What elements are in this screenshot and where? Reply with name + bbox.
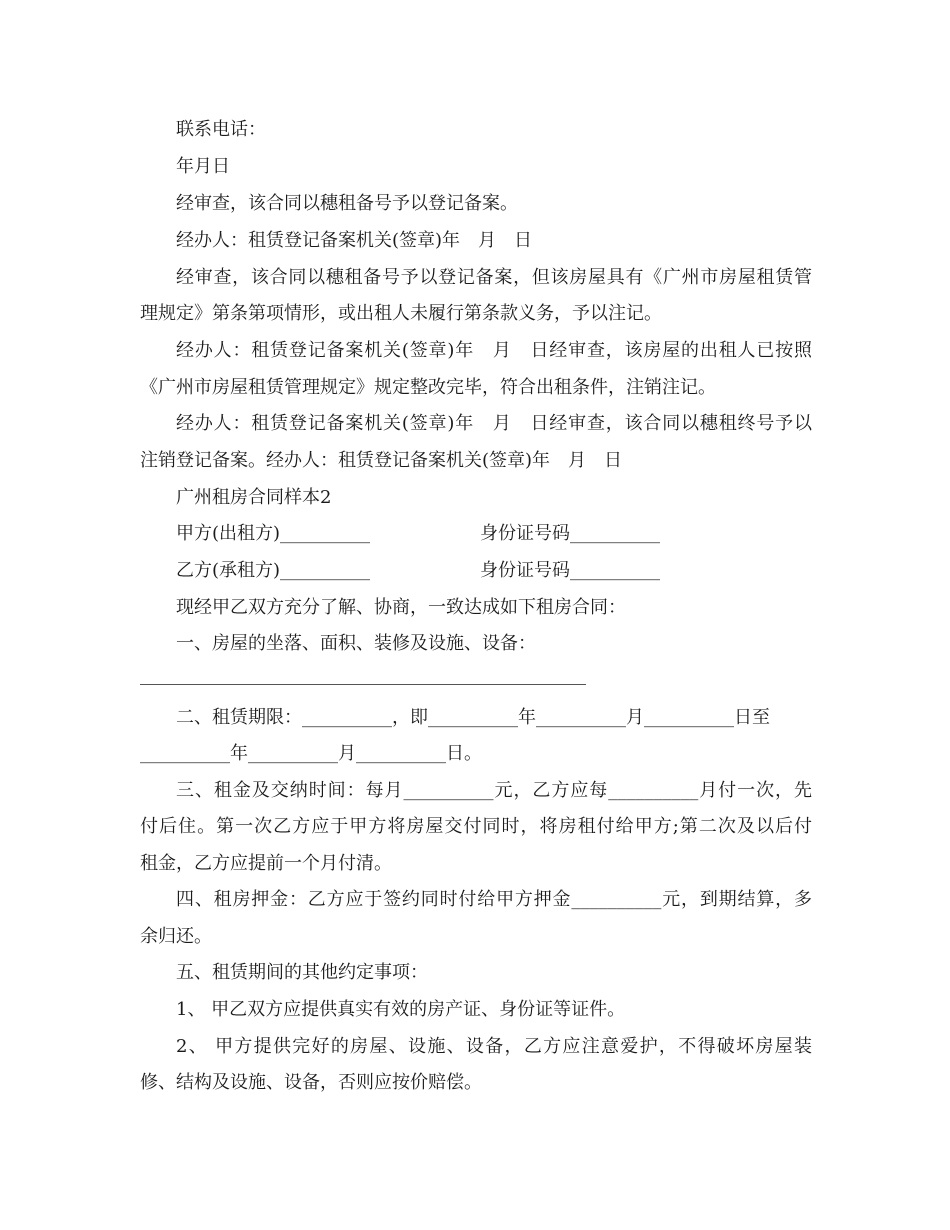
list-item: 2、 甲方提供完好的房屋、设施、设备，乙方应注意爱护，不得破坏房屋装 [176,1036,812,1057]
paragraph-line: 经办人：租赁登记备案机关(签章)年 月 日经审查，该合同以穗租终号予以 [176,413,812,434]
handler-line: 经办人：租赁登记备案机关(签章)年 月 日 [176,230,533,251]
clause-line: 付后住。第一次乙方应于甲方将房屋交付同时，将房租付给甲方;第二次及以后付 [140,816,812,837]
clause-line: 二、租赁期限：__________，即__________年__________月__________日至 [176,707,770,728]
clause-line: 租金，乙方应提前一个月付清。 [140,853,392,874]
party-a-id-field: 身份证号码__________ [480,523,660,544]
list-item: 1、 甲乙双方应提供真实有效的房产证、身份证等证件。 [176,999,626,1020]
party-a-field: 甲方(出租方)__________ [176,523,371,544]
clause-line: 四、租房押金：乙方应于签约同时付给甲方押金__________元，到期结算，多 [176,889,812,910]
clause-heading: 五、租赁期间的其他约定事项： [176,962,428,983]
review-line: 经审查，该合同以穗租备号予以登记备案。 [176,193,518,214]
paragraph-line: 现经甲乙双方充分了解、协商，一致达成如下租房合同： [176,597,626,618]
paragraph-line: 经办人：租赁登记备案机关(签章)年 月 日经审查，该房屋的出租人已按照 [176,340,812,361]
paragraph-line: 注销登记备案。经办人：租赁登记备案机关(签章)年 月 日 [140,450,623,471]
paragraph-line: 经审查，该合同以穗租备号予以登记备案，但该房屋具有《广州市房屋租赁管 [176,267,812,288]
clause-heading: 一、房屋的坐落、面积、装修及设施、设备： [176,633,536,654]
party-b-id-field: 身份证号码__________ [480,560,660,581]
fill-in-rule [140,684,586,685]
clause-line: 余归还。 [140,926,212,947]
paragraph-line: 《广州市房屋租赁管理规定》规定整改完毕，符合出租条件，注销注记。 [140,377,716,398]
date-line: 年月日 [176,156,230,177]
section-title: 广州租房合同样本2 [176,487,332,508]
clause-line: __________年__________月__________日。 [140,743,482,764]
clause-line: 三、租金及交纳时间：每月__________元，乙方应每__________月付一次，先 [176,780,812,801]
paragraph-line: 理规定》第条第项情形，或出租人未履行第条款义务，予以注记。 [140,303,662,324]
party-b-field: 乙方(承租方)__________ [176,560,371,581]
list-item: 修、结构及设施、设备，否则应按价赔偿。 [140,1072,482,1093]
contact-phone-line: 联系电话： [176,119,266,140]
